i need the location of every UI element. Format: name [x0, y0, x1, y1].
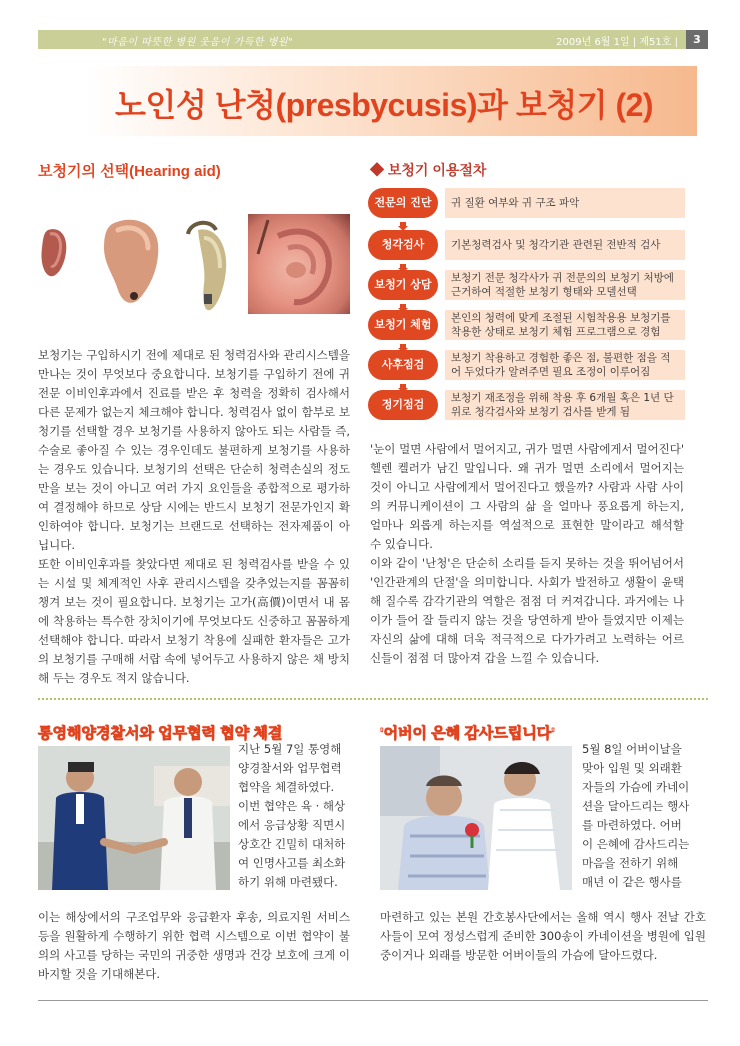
procedure-step [368, 230, 686, 262]
agreement-ceremony-photo [38, 746, 230, 890]
agreement-side-text: 지난 5월 7일 통영해 양경찰서와 업무협력 협약을 체결하였다. 이번 협약은 육 · 해상 에서 응급상황 직면시 상호간 긴밀히 대처하 여 인명사고를 최소화 하기 위해 마련됐다. [238, 742, 346, 889]
step-description: 보청기 착용하고 경험한 좋은 점, 불편한 점을 적어 두었다가 알려주면 필요 조정이 이루어짐 [445, 350, 685, 380]
carnation-event-photo [380, 746, 572, 890]
header-date-issue: 2009년 6월 1일 | 제51호 | [556, 37, 678, 48]
section-divider [38, 698, 708, 700]
step-label: 보청기 체험 [368, 310, 438, 340]
parents-day-side-text: 5월 8일 어버이날을 맞아 입원 및 외래환 자들의 가슴에 카네이 션을 달아드리는 행사 를 마련하였다. 어버 이 은혜에 감사드리는 마음을 전하기 위해 매년 이 같은 행사를 [582, 742, 690, 889]
title-banner [85, 66, 697, 136]
footer-divider [38, 1000, 708, 1001]
step-label: 전문의 진단 [368, 188, 438, 218]
hearing-aid-heading: 보청기의 선택(Hearing aid) [38, 163, 221, 180]
hearing-aid-paragraph-2: 또한 이비인후과를 찾았다면 제대로 된 청력검사를 받을 수 있는 시설 및 체계적인 사후 관리시스템을 갖추었는지를 꼼꼼히 챙겨 보는 것이 필요합니다. 보청기는 고가(高價)이면서 내 몸에 착용하는 특수한 장치이기에 무엇보다도 신중하고 꼼꼼하게 선택해야 합니다. 따라서 보청기 착용에 실패한 환자들은 고가의 보청기를 구매해 서랍 속에 넣어두고 사용하지 않은 채 방치해 두는 경우도 적지 않습니다. [38, 557, 350, 685]
header-bar [38, 30, 708, 49]
step-description: 기본청력검사 및 청각기관 관련된 전반적 검사 [445, 230, 685, 260]
behind-ear-hearing-aid-image [170, 214, 234, 314]
agreement-heading: 통영해양경찰서와 업무협력 협약 체결 [38, 725, 283, 742]
step-label: 사후점검 [368, 350, 438, 380]
page-number: 3 [686, 30, 708, 49]
parents-day-body: 마련하고 있는 본원 간호봉사단에서는 올해 역시 행사 전날 간호사들이 모여 정성스럽게 준비한 300송이 카네이션을 병원에 입원 중이거나 외래를 방문한 어버이들의 가슴에 달아드렸다. [380, 910, 706, 962]
parents-day-heading: '어버이 은혜 감사드립니다' [380, 725, 555, 742]
ear-with-hearing-aid-photo [248, 214, 350, 314]
step-label: 청각검사 [368, 230, 438, 260]
step-description: 본인의 청력에 맞게 조절된 시험착용용 보청기를 착용한 상태로 보청기 체험 프로그램으로 경험 [445, 310, 685, 340]
procedure-paragraph-1: '눈이 멀면 사람에서 멀어지고, 귀가 멀면 사람에게서 멀어진다' 헬렌 켈러가 남긴 말입니다. 왜 귀가 멀면 소리에서 멀어지는 것이 아니고 사람에게서 멀어진다고 했을까? 사람과 사람 사이의 커뮤니케이션이 그 사람의 삶 을 얼마나 풍요롭게 하는지, 얼마나 외롭게 하는지를 역설적으로 표현한 말이라고 해석할 수 있습니다. [370, 442, 684, 551]
procedure-step [368, 310, 686, 342]
step-description: 보청기 재조정을 위해 착용 후 6개월 혹은 1년 단위로 청각검사와 보청기 검사를 받게 됨 [445, 390, 685, 420]
step-label: 정기점검 [368, 390, 438, 420]
hearing-aid-paragraph-1: 보청기는 구입하시기 전에 제대로 된 청력검사와 관리시스템을 만나는 것이 무엇보다 중요합니다. 보청기를 구입하기 전에 귀 전문 이비인후과에서 진료를 받은 후 청력을 정확히 검사해서 다른 문제가 없는지 체크해야 합니다. 청력검사 없이 함부로 보청기를 선택할 경우 보청기를 사용하지 않아도 되는 사람들 즉, 수술로 좋아질 수 있는 경우인데도 불편하게 보청기를 사용하는 경우도 있습니다. 보청기의 선택은 단순히 청력손실의 정도만을 보는 것이 아니고 여러 가지 요인들을 종합적으로 평가하여 결정해야 하므로 상담 시에는 반드시 보청기 전문가인지 확인하여야 합니다. 보청기는 브랜드로 선택하는 전자제품이 아닙니다. [38, 348, 350, 552]
procedure-step [368, 350, 686, 382]
page-title: 노인성 난청(presbycusis)과 보청기 (2) [115, 87, 654, 123]
agreement-body: 이는 해상에서의 구조업무와 응급환자 후송, 의료지원 서비스 등을 원활하게 수행하기 위한 협력 시스템으로 이번 협약이 불의의 사고를 당하는 국민의 귀중한 생명과 건강 보호에 크게 이바지할 것을 기대해본다. [38, 910, 350, 981]
header-slogan: "마음이 따뜻한 병원 웃음이 가득한 병원" [102, 37, 294, 48]
procedure-step [368, 390, 686, 422]
step-description: 보청기 전문 청각사가 귀 전문의의 보청기 처방에 근거하여 적절한 보청기 형태와 모델선택 [445, 270, 685, 300]
procedure-step [368, 188, 686, 220]
procedure-step [368, 270, 686, 302]
custom-hearing-aid-image [98, 214, 162, 306]
step-description: 귀 질환 여부와 귀 구조 파악 [445, 188, 685, 218]
procedure-paragraph-2: 이와 같이 '난청'은 단순히 소리를 듣지 못하는 것을 뛰어넘어서 '인간관계의 단절'을 의미합니다. 사회가 발전하고 생활이 윤택해 질수록 감각기관의 역할은 점점 더 커져갑니다. 과거에는 나이가 들어 잘 들리지 않는 것을 당연하게 받아 들였지만 이제는 자신의 삶에 대해 더욱 적극적으로 다가가려고 노력하는 어르신들이 점점 더 많아져 갑을 느낄 수 있습니다. [370, 556, 684, 665]
in-ear-hearing-aid-image [38, 224, 70, 280]
step-label: 보청기 상담 [368, 270, 438, 300]
procedure-heading: ◆ 보청기 이용절차 [370, 162, 487, 178]
